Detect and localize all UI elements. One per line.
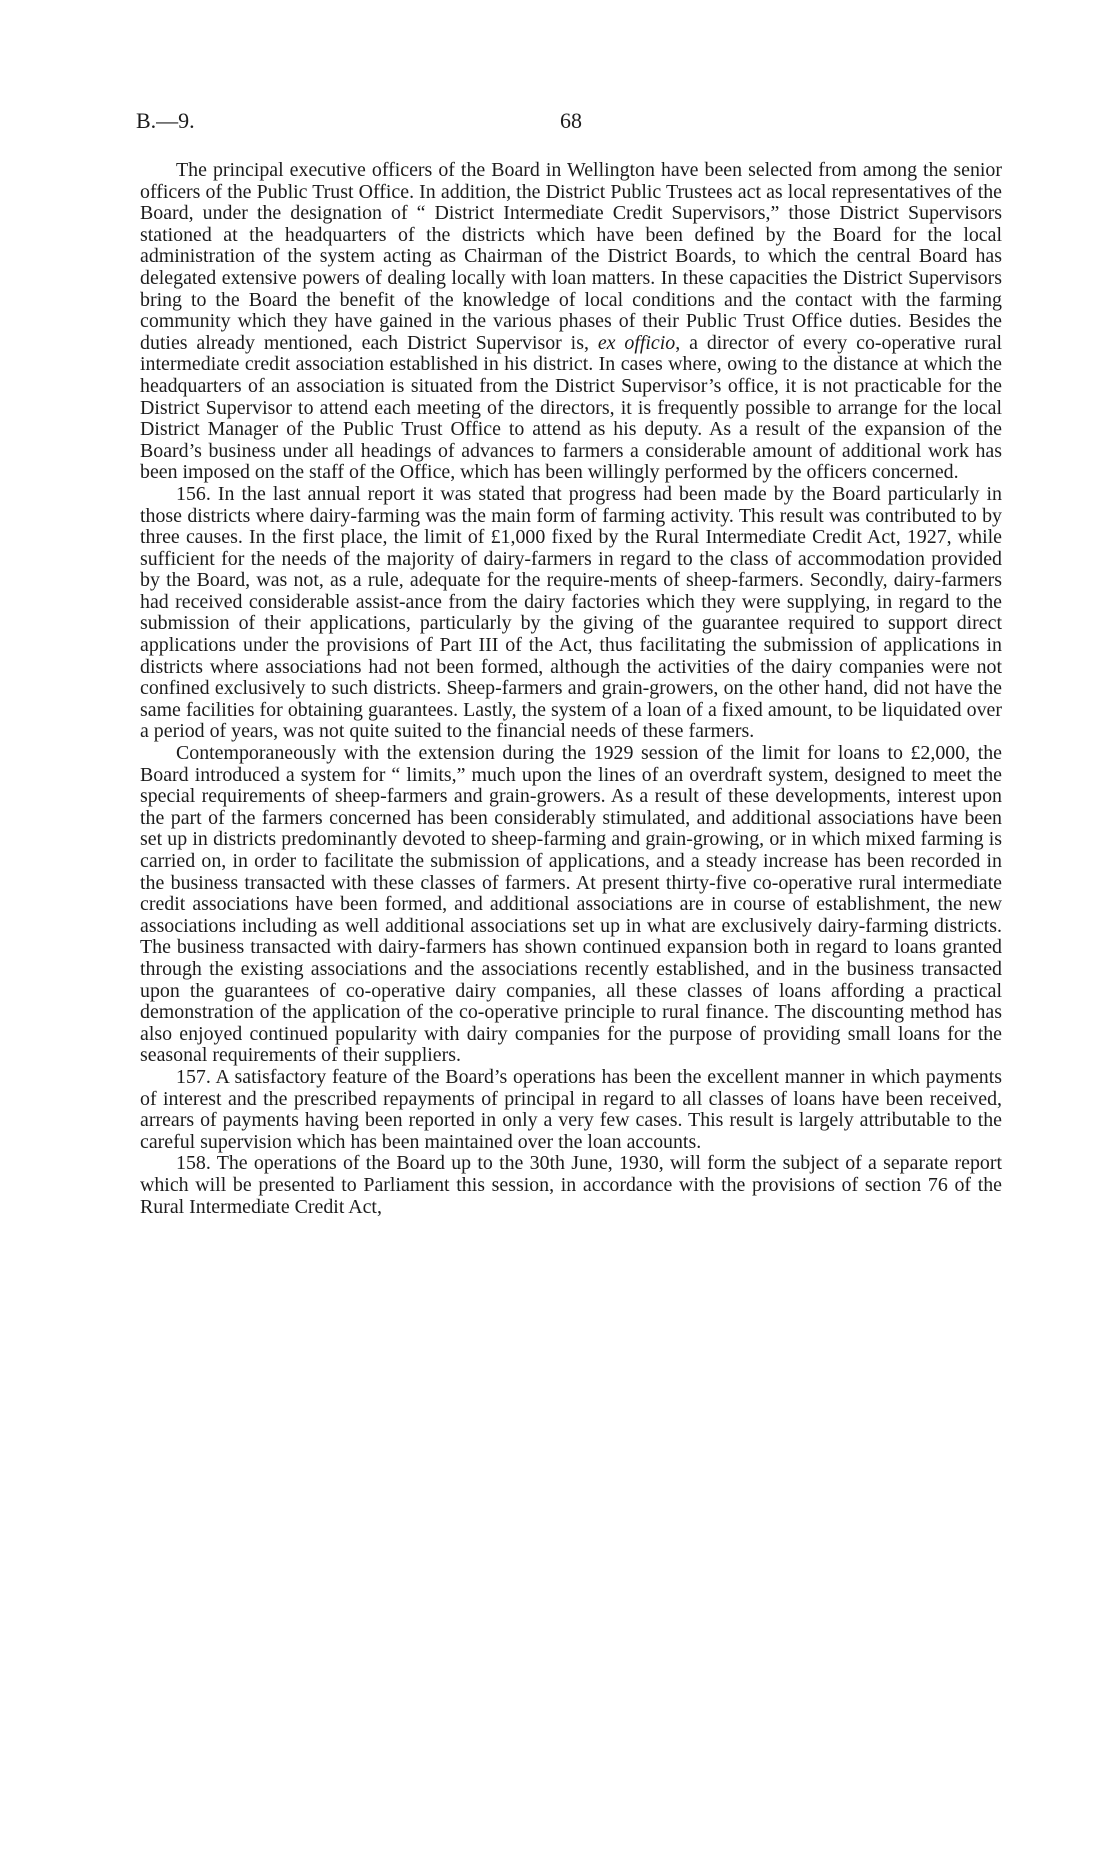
page-number: 68 <box>560 108 582 133</box>
paragraph-158: 158. The operations of the Board up to the 30th June, 1930, will form the subject of a separate report which will be presented to Parliament this session, in accordance with the provisions of section 76 of the Rural Intermediate Credit Act, <box>140 1152 1002 1218</box>
paragraph-157: 157. A satisfactory feature of the Board’s operations has been the excellent manner in which payments of interest and the prescribed repayments of principal in regard to all classes of loans have been received, arrears of payments having been reported in only a very few cases. This result is largely attributable to the careful supervision which has been maintained over the loan accounts. <box>140 1065 1002 1153</box>
paragraph-156: 156. In the last annual report it was stated that progress had been made by the Board particularly in those districts where dairy-farming was the main form of farming activity. This result was contributed to by three causes. In the first place, the limit of £1,000 fixed by the Rural Intermediate Credit Act, 1927, while sufficient for the needs of the majority of dairy-farmers in regard to the class of accommodation provided by the Board, was not, as a rule, adequate for the require-ments of sheep-farmers. Secondly, dairy-farmers had received considerable assist-ance from the dairy factories which they were supplying, in regard to the submission of their applications, particularly by the giving of the guarantee required to support direct applications under the provisions of Part III of the Act, thus facilitating the submission of applications in districts where associations had not been formed, although the activities of the dairy companies were not confined exclusively to such districts. Sheep-farmers and grain-growers, on the other hand, did not have the same facilities for obtaining guarantees. Lastly, the system of a loan of a fixed amount, to be liquidated over a period of years, was not quite suited to the financial needs of these farmers. <box>140 482 1002 743</box>
page-header <box>136 106 1006 136</box>
latin-phrase: ex officio <box>597 331 676 354</box>
body-text <box>140 160 1002 1218</box>
paragraph-text: , a director of every co-operative rural intermediate credit association established in his district. In cases where, owing to the distance at which the headquarters of an association is situated from the District Supervisor’s office, it is not practicable for the District Supervisor to attend each meeting of the directors, it is frequently possible to arrange for the local District Manager of the Public Trust Office to attend as his deputy. As a result of the expansion of the Board’s business under all headings of advances to farmers a considerable amount of additional work has been imposed on the staff of the Office, which has been willingly performed by the officers concerned. <box>140 331 1002 484</box>
paragraph-officers <box>140 160 1002 484</box>
document-reference: B.—9. <box>136 108 195 133</box>
paragraph-text: The principal executive officers of the Board in Wellington have been selected from among the senior officers of the Public Trust Office. In addition, the District Public Trustees act as local representatives of the Board, under the designation of “ District Intermediate Credit Supervisors,” those District Supervisors stationed at the headquarters of the districts which have been defined by the Board for the local administration of the system acting as Chairman of the District Boards, to which the central Board has delegated extensive powers of dealing locally with loan matters. In these capacities the District Supervisors bring to the Board the benefit of the knowledge of local conditions and the contact with the farming community which they have gained in the various phases of their Public Trust Office duties. Besides the duties already mentioned, each District Supervisor is, <box>140 159 1002 354</box>
paragraph-contemporaneously: Contemporaneously with the extension during the 1929 session of the limit for loans to £2,000, the Board introduced a system for “ limits,” much upon the lines of an overdraft system, designed to meet the special requirements of sheep-farmers and grain-growers. As a result of these developments, interest upon the part of the farmers concerned has been considerably stimulated, and additional associations have been set up in districts predominantly devoted to sheep-farming and grain-growing, or in which mixed farming is carried on, in order to facilitate the submission of applications, and a steady increase has been recorded in the business transacted with these classes of farmers. At present thirty-five co-operative rural intermediate credit associations have been formed, and additional associations are in course of establishment, the new associations including as well additional associations set up in what are exclusively dairy-farming districts. The business transacted with dairy-farmers has shown continued expansion both in regard to loans granted through the existing associations and the associations recently established, and in the business transacted upon the guarantees of co-operative dairy companies, all these classes of loans affording a practical demonstration of the application of the co-operative principle to rural finance. The discounting method has also enjoyed continued popularity with dairy companies for the purpose of providing small loans for the seasonal requirements of their suppliers. <box>140 742 1002 1067</box>
